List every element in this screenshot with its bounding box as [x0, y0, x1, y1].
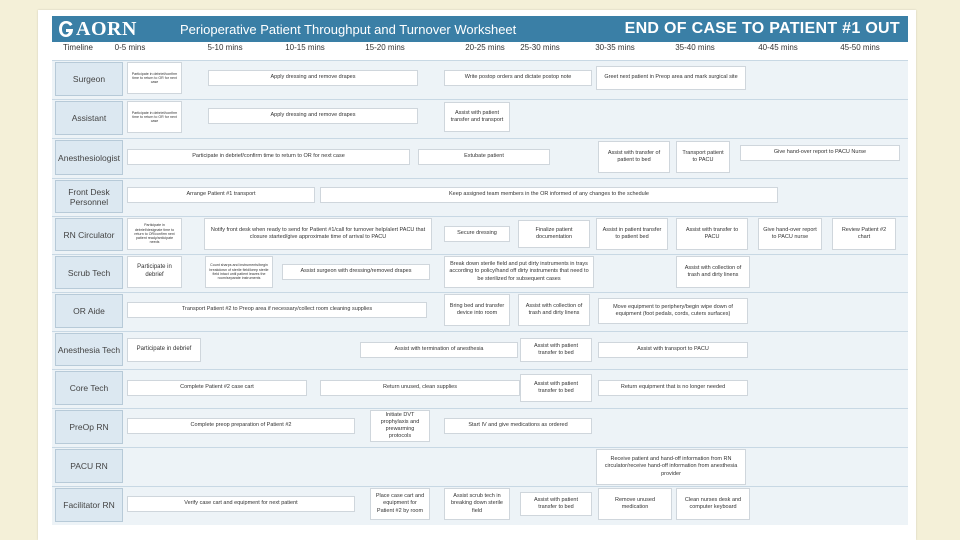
timeline-cell: 20-25 mins — [465, 43, 505, 52]
task-ct-1: Complete Patient #2 case cart — [127, 380, 307, 396]
task-st-3: Assist surgeon with dressing/removed drapes — [282, 264, 430, 280]
task-ct-4: Return equipment that is no longer needed — [598, 380, 748, 396]
role-label: Surgeon — [55, 62, 123, 96]
task-surgeon-1: Participate in debrief/confirm time to return to OR for next case — [127, 62, 182, 94]
timeline-cell: 45-50 mins — [840, 43, 880, 52]
task-st-4: Break down sterile field and put dirty instruments in trays according to policy/hand off dirty instruments that need to be sterilized for subsequent cases — [444, 256, 594, 288]
sheet-title: Perioperative Patient Throughput and Turnover Worksheet — [180, 22, 517, 37]
task-rn-3: Secure dressing — [444, 226, 510, 242]
worksheet-header — [52, 16, 908, 42]
aorn-logo: AORN — [76, 18, 137, 40]
task-ct-3: Assist with patient transfer to bed — [520, 374, 592, 402]
role-label: RN Circulator — [55, 218, 123, 251]
task-rn-6: Assist with transfer to PACU — [676, 218, 748, 250]
task-at-3: Assist with patient transfer to bed — [520, 338, 592, 362]
end-title: END OF CASE TO PATIENT #1 OUT — [624, 20, 900, 37]
task-at-4: Assist with transport to PACU — [598, 342, 748, 358]
task-assistant-2: Apply dressing and remove drapes — [208, 108, 418, 124]
timeline-cell: 40-45 mins — [758, 43, 798, 52]
task-st-5: Assist with collection of trash and dirty linens — [676, 256, 750, 288]
timeline-cell: 30-35 mins — [595, 43, 635, 52]
task-surgeon-2: Apply dressing and remove drapes — [208, 70, 418, 86]
task-ct-2: Return unused, clean supplies — [320, 380, 520, 396]
task-at-2: Assist with termination of anesthesia — [360, 342, 518, 358]
task-fac-1: Verify case cart and equipment for next patient — [127, 496, 355, 512]
task-ora-3: Assist with collection of trash and dirty linens — [518, 294, 590, 326]
task-assistant-3: Assist with patient transfer and transport — [444, 102, 510, 132]
role-label: Scrub Tech — [55, 256, 123, 289]
role-label: Facilitator RN — [55, 488, 123, 522]
task-assistant-1: Participate in debrief/confirm time to return to OR for next case — [127, 101, 182, 133]
task-st-1: Participate in debrief — [127, 256, 182, 288]
task-rn-2: Notify front desk when ready to send for Patient #1/call for turnover help/alert PACU that closure started/give approximate time of arrival to PACU — [204, 218, 432, 250]
task-pre-3: Start IV and give medications as ordered — [444, 418, 592, 434]
timeline-cell: 10-15 mins — [285, 43, 325, 52]
task-at-1: Participate in debrief — [127, 338, 201, 362]
role-label: Core Tech — [55, 371, 123, 405]
timeline-cell: Timeline — [63, 43, 93, 52]
timeline-cell: 25-30 mins — [520, 43, 560, 52]
task-rn-4: Finalize patient documentation — [518, 220, 590, 248]
task-fac-5: Remove unused medication — [598, 488, 672, 520]
role-label: Assistant — [55, 101, 123, 135]
task-pacu-1: Receive patient and hand-off information from RN circulator/receive hand-off information from anesthesia provider — [596, 449, 746, 485]
task-pre-1: Complete preop preparation of Patient #2 — [127, 418, 355, 434]
task-rn-5: Assist in patient transfer to patient bed — [596, 218, 668, 250]
task-ora-4: Move equipment to periphery/begin wipe down of equipment (foot pedals, cords, cuters surfaces) — [598, 298, 748, 324]
timeline-cell: 35-40 mins — [675, 43, 715, 52]
task-surgeon-3: Write postop orders and dictate postop note — [444, 70, 592, 86]
task-rn-8: Review Patient #2 chart — [832, 218, 896, 250]
timeline-cell: 0-5 mins — [114, 43, 146, 52]
task-anes-2: Extubate patient — [418, 149, 550, 165]
role-row — [52, 447, 908, 486]
task-fac-6: Clean nurses desk and computer keyboard — [676, 488, 750, 520]
role-label: Front Desk Personnel — [55, 180, 123, 213]
task-anes-4: Transport patient to PACU — [676, 141, 730, 173]
task-fac-3: Assist scrub tech in breaking down sterile field — [444, 488, 510, 520]
timeline-cell: 5-10 mins — [207, 43, 243, 52]
task-surgeon-4: Greet next patient in Preop area and mark surgical site — [596, 66, 746, 90]
timeline-cell: 15-20 mins — [365, 43, 405, 52]
task-rn-7: Give hand-over report to PACU nurse — [758, 218, 822, 250]
aorn-logo-icon — [58, 20, 74, 38]
task-ora-2: Bring bed and transfer device into room — [444, 294, 510, 326]
role-label: PACU RN — [55, 449, 123, 483]
task-rn-1: Participate in debrief/designate time to return to OR/confirm next patient ready/anticipate needs — [127, 218, 182, 250]
task-st-2: Count sharps and instruments/begin breakdown of sterile field/keep sterile field intact until patient leaves the room/separate instruments — [205, 256, 273, 288]
task-anes-5: Give hand-over report to PACU Nurse — [740, 145, 900, 161]
task-anes-1: Participate in debrief/confirm time to return to OR for next case — [127, 149, 410, 165]
role-label: OR Aide — [55, 294, 123, 328]
task-pre-2: Initiate DVT prophylaxis and prewarming protocols — [370, 410, 430, 442]
task-fd-1: Arrange Patient #1 transport — [127, 187, 315, 203]
task-anes-3: Assist with transfer of patient to bed — [598, 141, 670, 173]
task-ora-1: Transport Patient #2 to Preop area if necessary/collect room cleaning supplies — [127, 302, 427, 318]
role-label: PreOp RN — [55, 410, 123, 444]
role-label: Anesthesia Tech — [55, 333, 123, 366]
task-fd-2: Keep assigned team members in the OR informed of any changes to the schedule — [320, 187, 778, 203]
task-fac-4: Assist with patient transfer to bed — [520, 492, 592, 516]
task-fac-2: Place case cart and equipment for Patient #2 by room — [370, 488, 430, 520]
role-label: Anesthesiologist — [55, 140, 123, 175]
